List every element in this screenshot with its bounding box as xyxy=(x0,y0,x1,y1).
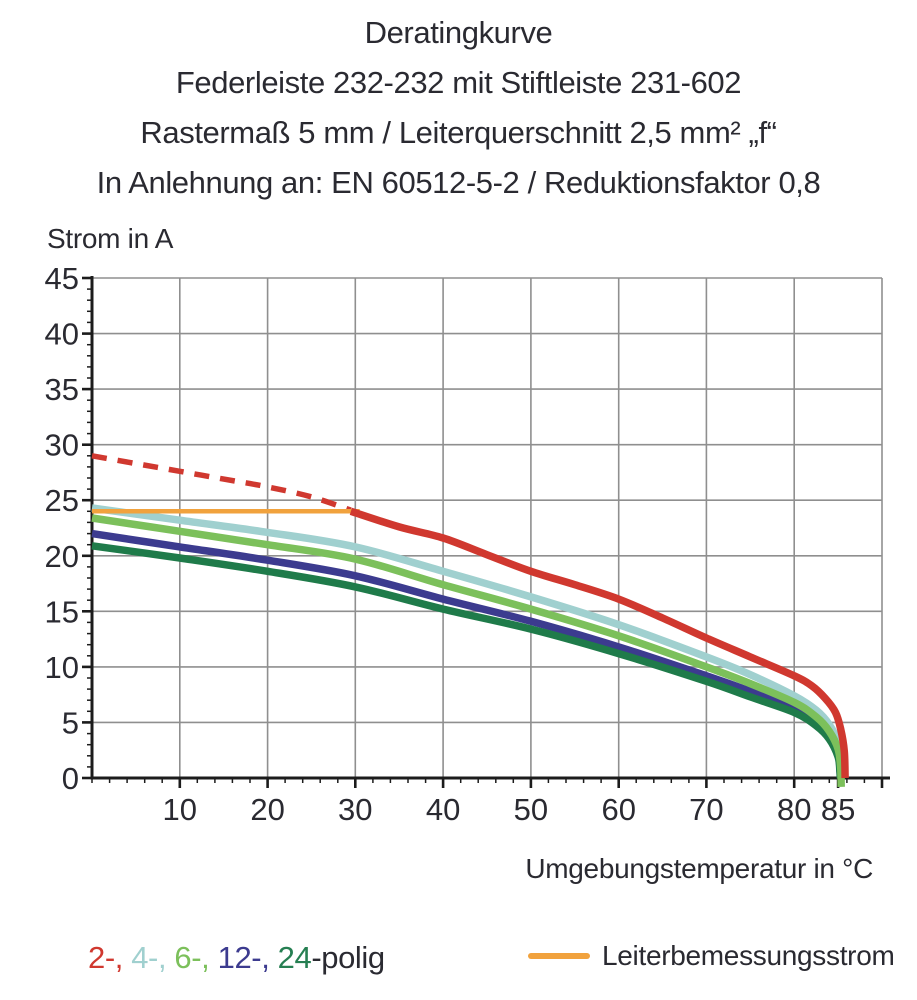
legend-pole-counts xyxy=(88,940,385,976)
x-tick-label: 70 xyxy=(689,792,724,827)
x-tick-label: 60 xyxy=(601,792,636,827)
chart-subtitle-standard: In Anlehnung an: EN 60512-5-2 / Reduktionsfaktor 0,8 xyxy=(96,165,821,200)
x-tick-label: 10 xyxy=(162,792,198,827)
x-tick-label: 85 xyxy=(820,792,856,827)
legend-pole-2: 2-, xyxy=(88,940,132,975)
y-tick-label: 20 xyxy=(44,538,79,574)
x-tick-label: 80 xyxy=(776,792,812,827)
y-axis-title: Strom in A xyxy=(47,223,174,254)
y-tick-label: 25 xyxy=(44,483,79,519)
y-tick-label: 30 xyxy=(44,427,79,463)
y-tick-label: 5 xyxy=(61,705,79,741)
y-tick-label: 35 xyxy=(44,372,79,408)
y-tick-label: 10 xyxy=(44,649,79,685)
x-tick-label: 20 xyxy=(250,792,285,827)
legend-pole-4: 4-, xyxy=(131,940,175,975)
legend-pole-24: 24 xyxy=(277,940,312,975)
legend-pole-12: 12-, xyxy=(217,940,278,975)
y-tick-label: 45 xyxy=(44,261,79,296)
x-axis-title: Umgebungstemperatur in °C xyxy=(525,853,873,884)
legend-pole-polig: -polig xyxy=(311,940,385,975)
legend-pole-6: 6-, xyxy=(174,940,218,975)
legend-rated-current xyxy=(528,940,895,972)
series-2-polig-extrapoliert xyxy=(92,456,351,510)
rated-current-label: Leiterbemessungsstrom xyxy=(602,940,895,971)
x-tick-label: 30 xyxy=(338,792,373,827)
rated-current-line-swatch xyxy=(528,953,590,959)
chart-title: Deratingkurve xyxy=(364,15,553,50)
x-tick-label: 40 xyxy=(425,792,461,827)
series-12-polig xyxy=(92,534,840,778)
y-tick-label: 40 xyxy=(44,316,79,352)
chart-subtitle-product: Federleiste 232-232 mit Stiftleiste 231-602 xyxy=(175,65,742,100)
x-tick-label: 50 xyxy=(513,792,549,827)
y-tick-label: 0 xyxy=(61,761,79,796)
chart-subtitle-spec: Rastermaß 5 mm / Leiterquerschnitt 2,5 mm² „f“ xyxy=(140,115,777,150)
y-tick-label: 15 xyxy=(44,594,79,630)
